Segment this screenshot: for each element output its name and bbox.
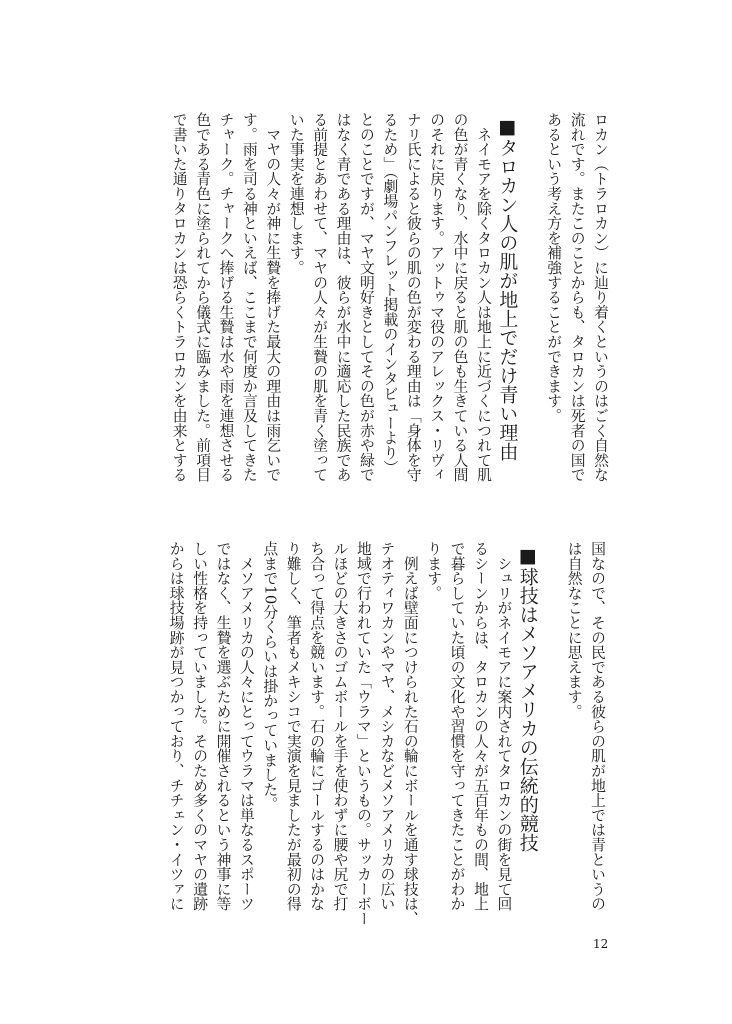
text-line: り難しく、筆者もメキシコで実演を見ましたが最初の得 xyxy=(284,541,302,911)
text-line: とのことですが、マヤ文明好きとしてその色が赤や緑で xyxy=(357,112,375,482)
text-line: ります。 xyxy=(425,541,443,601)
text-line: しい性格を持っていました。そのため多くのマヤの遺跡 xyxy=(191,541,209,911)
blank-line xyxy=(518,112,541,487)
text-line: からは球技場跡が見つかっており、チチェン・イツァに xyxy=(167,541,185,911)
text-line: る前提とあわせて、マヤの人々が生贄の肌を青く塗って xyxy=(311,112,329,482)
text-line: で暮らしていた頃の文化や習慣を守ってきたことがわか xyxy=(448,541,466,911)
text-line: で書いた通りタロカンは恐らくトラロカンを由来とする xyxy=(170,112,188,482)
text-line: ではなく、生贄を選ぶために開催されるという神事に等 xyxy=(214,541,232,911)
text-line: シュリがネイモアに案内されてタロカンの街を見て回 xyxy=(495,541,513,911)
bottom-text-block xyxy=(164,541,609,926)
text-line: 点まで10分くらいは掛かっていました。 xyxy=(261,541,279,812)
text-line: メソアメリカの人々にとってウラマは単なるスポーツ xyxy=(237,541,255,911)
text-line: の色が青くなり、水中に戻ると肌の色も生きている人間 xyxy=(451,112,469,482)
text-line: 色である青色に塗られてから儀式に臨みました。前項目 xyxy=(194,112,212,482)
text-line: 流れです。またこのことからも、タロカンは死者の国で xyxy=(568,112,586,482)
text-line: ち合って得点を競います。石の輪にゴールするのはかな xyxy=(308,541,326,911)
text-line: す。雨を司る神といえば、ここまで何度か言及してきた xyxy=(240,112,258,482)
text-line: 例えば壁面につけられた石の輪にボールを通す球技は、 xyxy=(401,541,419,926)
text-line: チャーク。チャークへ捧げる生贄は水や雨を連想させる xyxy=(217,112,235,482)
text-line: ナリ氏によると彼らの肌の色が変わる理由は「身体を守 xyxy=(404,112,422,482)
text-line: るシーンからは、タロカンの人々が五百年もの間、地上 xyxy=(471,541,489,911)
text-line: のそれに戻ります。アットゥマ役のアレックス・リヴィ xyxy=(428,112,446,482)
text-line: 国なので、その民である彼らの肌が地上では青というの xyxy=(589,541,606,911)
text-line: あるという考え方を補強することができます。 xyxy=(545,112,563,423)
text-line: ネイモアを除くタロカン人は地上に近づくにつれて肌 xyxy=(474,112,492,482)
section-heading: ■タロカン人の肌が地上でだけ青い理由 xyxy=(496,116,519,461)
text-line: 地域で行われていた「ウラマ」というもの。サッカーボー xyxy=(354,541,372,926)
top-text-block xyxy=(167,112,612,491)
text-line: マヤの人々が神に生贄を捧げた最大の理由は雨乞いで xyxy=(264,112,282,482)
text-line: るため」（劇場パンフレット掲載のインタビューより） xyxy=(381,112,399,475)
text-line: はなく青である理由は、彼らが水中に適応した民族であ xyxy=(334,112,352,482)
section-heading: ■球技はメソアメリカの伝統的競技 xyxy=(516,545,539,852)
text-line: は自然なことに思えます。 xyxy=(565,541,583,719)
text-line: いた事実を連想します。 xyxy=(287,112,305,275)
text-line: テオティワカンやマヤ、メシカなどメソアメリカの広い xyxy=(378,541,396,911)
blank-line xyxy=(539,541,562,916)
page-number: 12 xyxy=(593,937,609,951)
text-line: ロカン（トラロカン）に辿り着くというのはごく自然な xyxy=(592,112,609,482)
text-line: ルほどの大きさのゴムボールを手を使わずに腰や尻で打 xyxy=(331,541,349,911)
